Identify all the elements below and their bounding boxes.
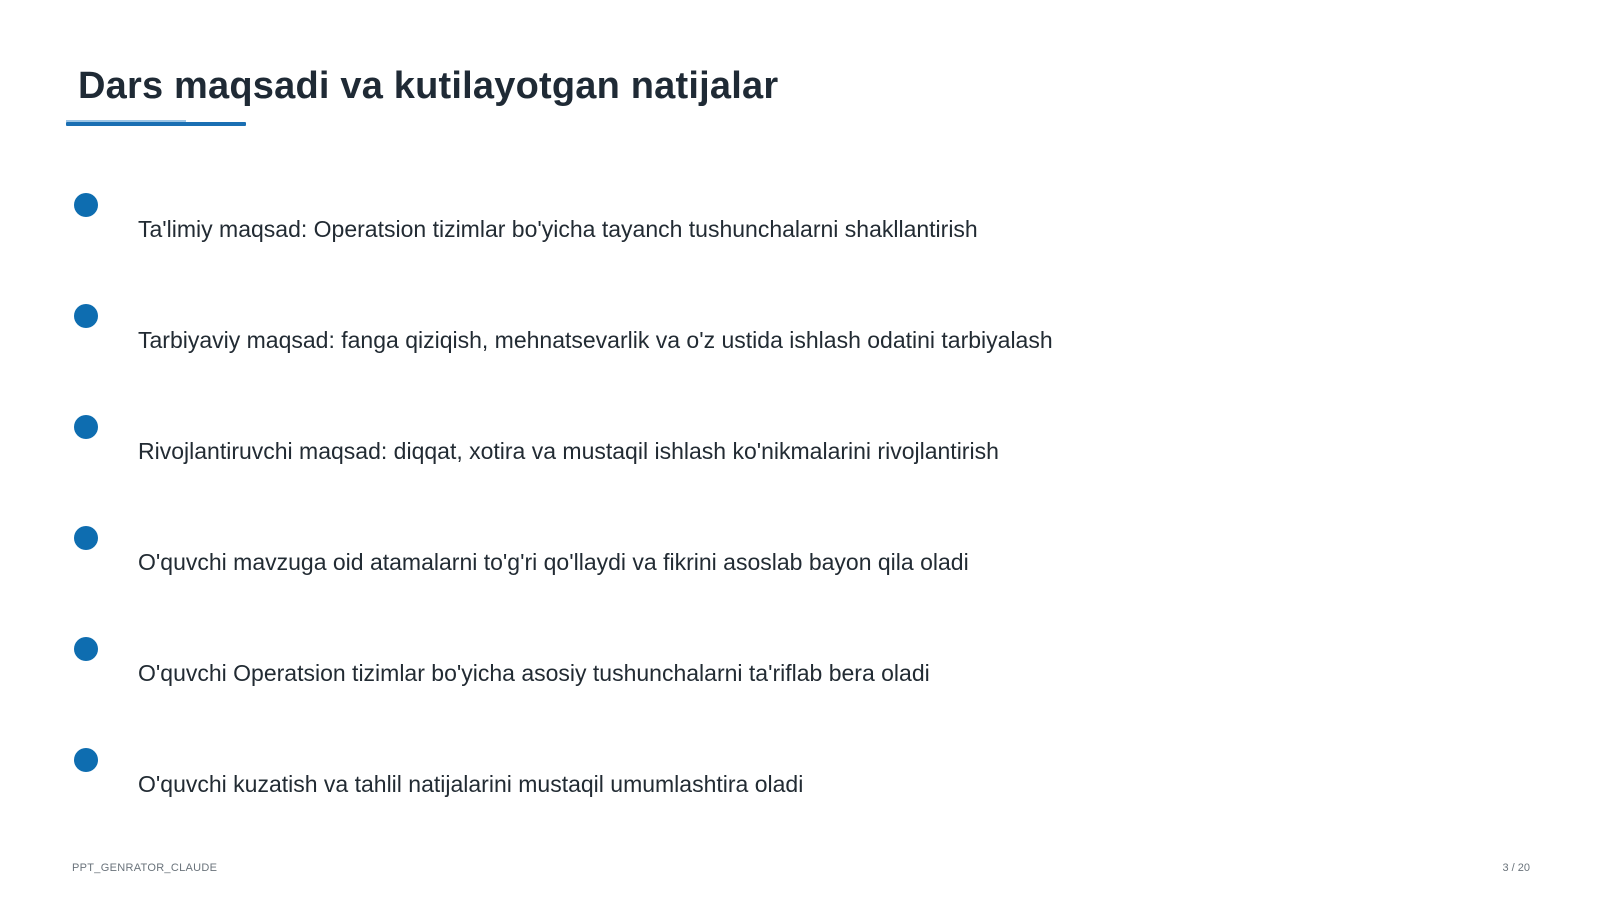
list-item bbox=[0, 415, 1600, 495]
list-item-text: Ta'limiy maqsad: Operatsion tizimlar bo'yicha tayanch tushunchalarni shakllantirish bbox=[138, 216, 978, 242]
bullet-dot-icon bbox=[74, 193, 98, 217]
bullet-dot-icon bbox=[74, 526, 98, 550]
list-item-text: Tarbiyaviy maqsad: fanga qiziqish, mehnatsevarlik va o'z ustida ishlash odatini tarbiyalash bbox=[138, 327, 1053, 353]
footer-source: PPT_GENRATOR_CLAUDE bbox=[72, 862, 218, 874]
bullet-dot-icon bbox=[74, 415, 98, 439]
list-item bbox=[0, 637, 1600, 717]
list-item bbox=[0, 193, 1600, 273]
list-item bbox=[0, 748, 1600, 828]
list-item bbox=[0, 526, 1600, 606]
list-item-text: O'quvchi kuzatish va tahlil natijalarini mustaqil umumlashtira oladi bbox=[138, 771, 804, 797]
bullet-dot-icon bbox=[74, 304, 98, 328]
list-item-text: Rivojlantiruvchi maqsad: diqqat, xotira va mustaqil ishlash ko'nikmalarini rivojlantirish bbox=[138, 438, 999, 464]
bullet-dot-icon bbox=[74, 637, 98, 661]
list-item bbox=[0, 304, 1600, 384]
slide-title: Dars maqsadi va kutilayotgan natijalar bbox=[78, 65, 779, 107]
bullet-dot-icon bbox=[74, 748, 98, 772]
list-item-text: O'quvchi mavzuga oid atamalarni to'g'ri qo'llaydi va fikrini asoslab bayon qila oladi bbox=[138, 549, 969, 575]
list-item-text: O'quvchi Operatsion tizimlar bo'yicha asosiy tushunchalarni ta'riflab bera oladi bbox=[138, 660, 930, 686]
page-indicator: 3 / 20 bbox=[1502, 862, 1530, 874]
